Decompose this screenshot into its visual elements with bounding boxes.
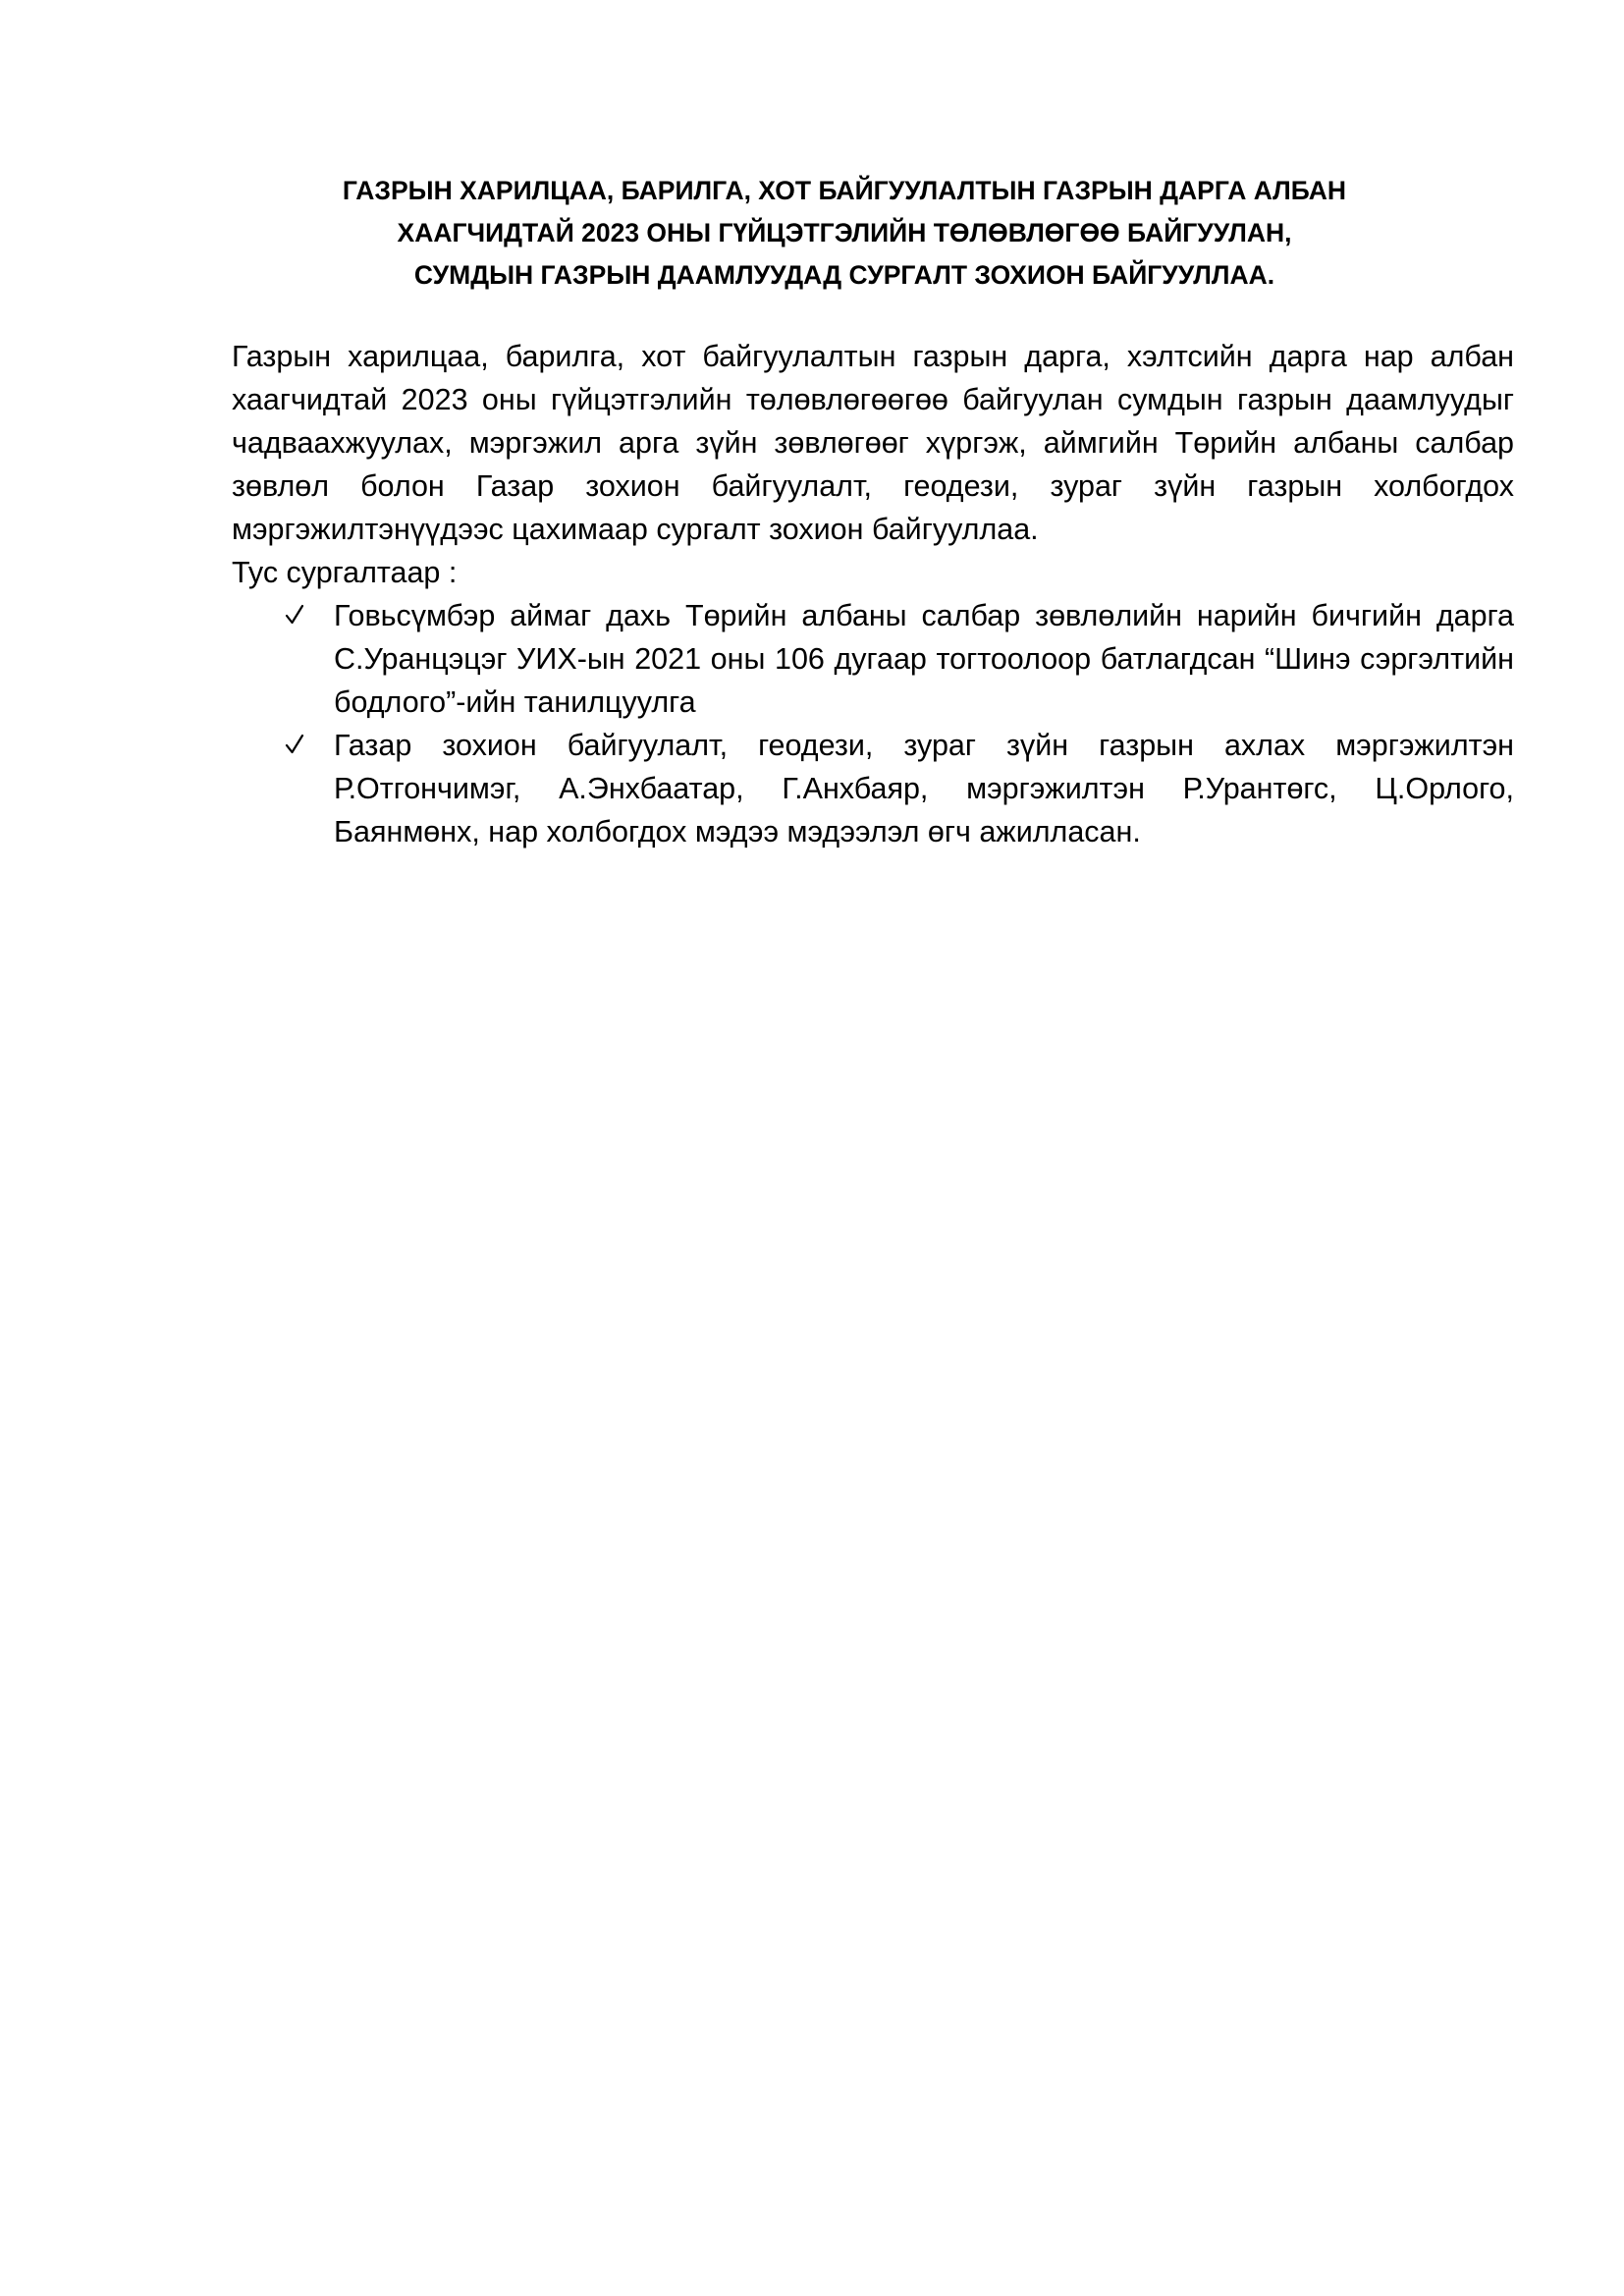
title-line-3: СУМДЫН ГАЗРЫН ДААМЛУУДАД СУРГАЛТ ЗОХИОН БАЙГУУЛЛАА. <box>413 260 1275 290</box>
document-title <box>236 170 1453 297</box>
document-body <box>232 335 1514 853</box>
title-line-1: ГАЗРЫН ХАРИЛЦАА, БАРИЛГА, ХОТ БАЙГУУЛАЛТЫН ГАЗРЫН ДАРГА АЛБАН <box>342 176 1347 205</box>
list-item-text: Говьсүмбэр аймаг дахь Төрийн албаны салбар зөвлөлийн нарийн бичгийн дарга С.Уранцэцэг УИХ-ын 2021 оны 106 дугаар тогтоолоор батлагдсан “Шинэ сэргэлтийн бодлого”-ийн танилцуулга <box>334 599 1514 719</box>
list-item <box>232 594 1514 724</box>
body-paragraph: Газрын харилцаа, барилга, хот байгуулалтын газрын дарга, хэлтсийн дарга нар албан хаагчидтай 2023 оны гүйцэтгэлийн төлөвлөгөөгөө байгуулан сумдын газрын даамлуудыг чадваахжуулах, мэргэжил арга зүйн зөвлөгөөг хүргэж, аймгийн Төрийн албаны салбар зөвлөл болон Газар зохион байгуулалт, геодези, зураг зүйн газрын холбогдох мэргэжилтэнүүдээс цахимаар сургалт зохион байгууллаа. <box>232 340 1514 546</box>
title-line-2: ХААГЧИДТАЙ 2023 ОНЫ ГҮЙЦЭТГЭЛИЙН ТӨЛӨВЛӨГӨӨ БАЙГУУЛАН, <box>397 218 1292 247</box>
list-item <box>232 724 1514 853</box>
check-icon <box>285 734 304 755</box>
list-item-text: Газар зохион байгуулалт, геодези, зураг зүйн газрын ахлах мэргэжилтэн Р.Отгончимэг, А.Энхбаатар, Г.Анхбаяр, мэргэжилтэн Р.Урантөгс, Ц.Орлого, Баянмөнх, нар холбогдох мэдээ мэдээлэл өгч ажилласан. <box>334 729 1514 848</box>
training-topics-list <box>232 594 1514 853</box>
check-icon <box>285 604 304 626</box>
training-intro: Тус сургалтаар : <box>232 556 458 589</box>
